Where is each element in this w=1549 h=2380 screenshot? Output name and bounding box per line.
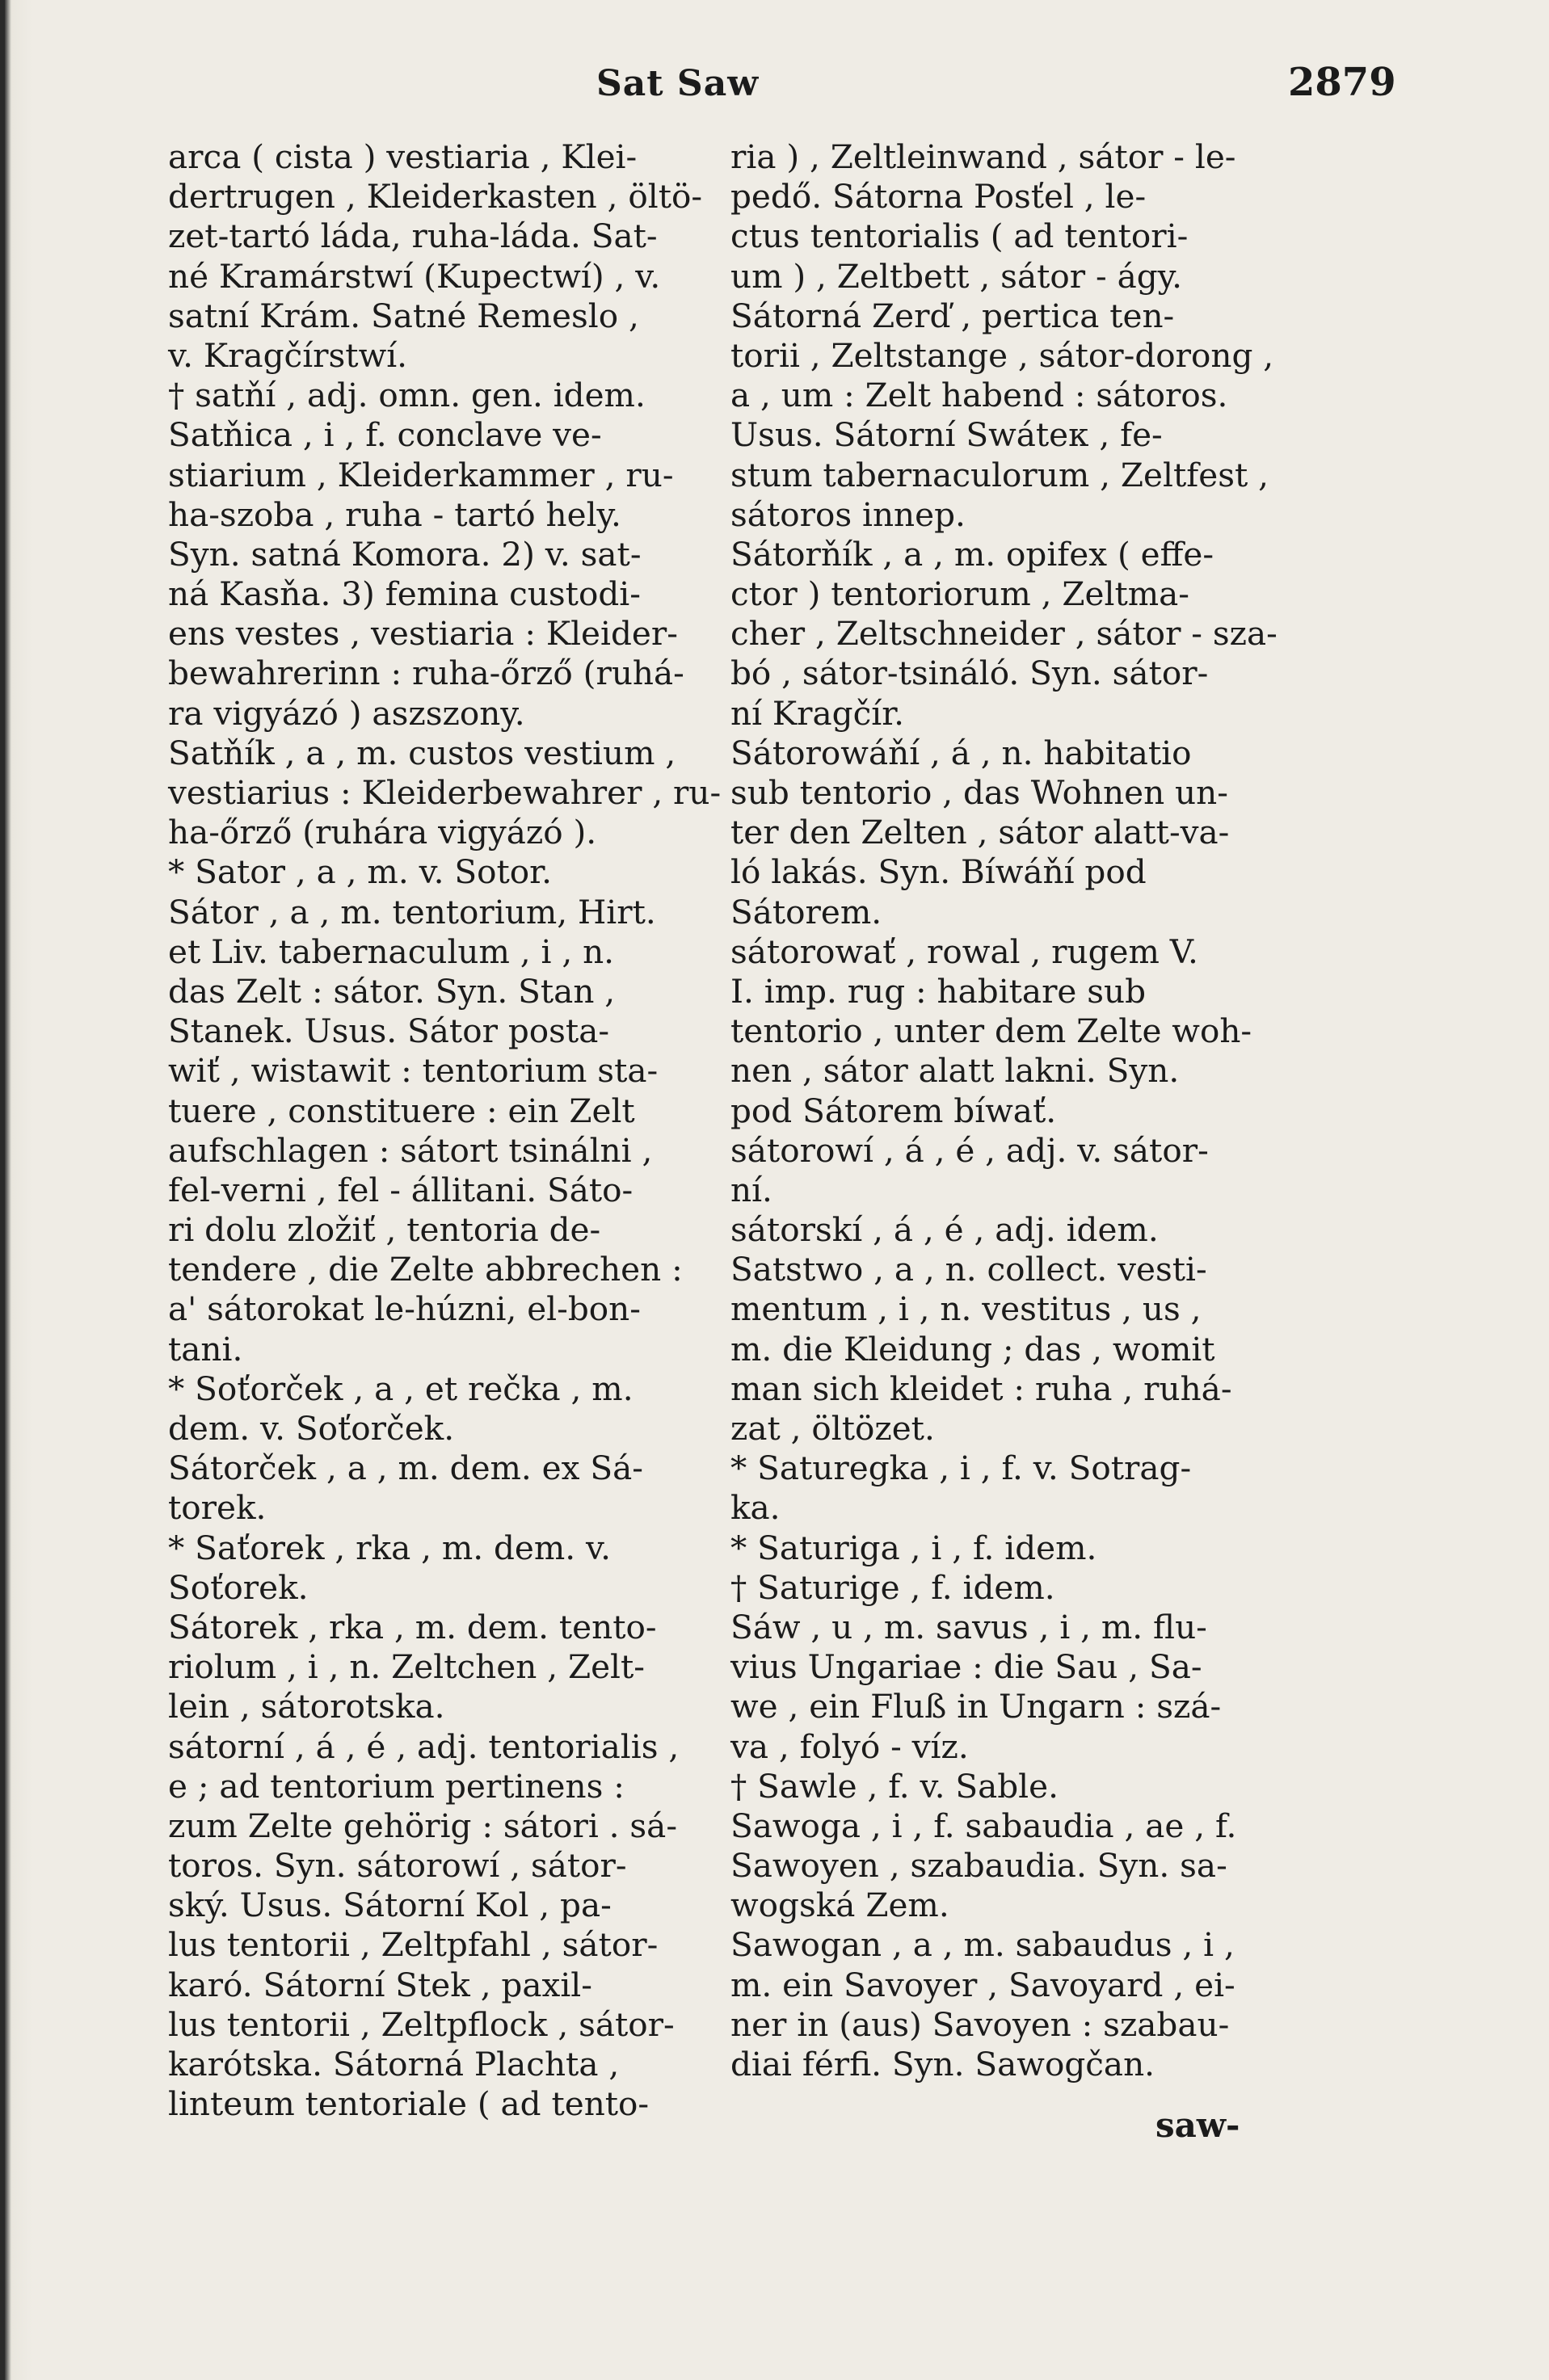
- entry-line: tentorio , unter dem Zelte woh-: [730, 1011, 1252, 1051]
- entry-line: karótska. Sátorná Plachta ,: [168, 2045, 620, 2084]
- entry-line: torek.: [168, 1488, 267, 1528]
- entry-line: pod Sátorem bíwať.: [730, 1091, 1057, 1130]
- entry-line: et Liv. tabernaculum , i , n.: [168, 931, 615, 971]
- entry-line: dertrugen , Kleiderkasten , öltö-: [168, 177, 703, 217]
- entry-line: † Sawle , f. v. Sable.: [730, 1766, 1059, 1806]
- entry-line: das Zelt : sátor. Syn. Stan ,: [168, 971, 616, 1011]
- entry-line: torii , Zeltstange , sátor-dorong ,: [730, 335, 1274, 375]
- entry-line: ná Kasňa. 3) femina custodi-: [168, 574, 641, 614]
- entry-line: ria ) , Zeltleinwand , sátor - le-: [730, 137, 1236, 176]
- left-column: [168, 137, 722, 2124]
- entry-line: * Saťorek , rka , m. dem. v.: [168, 1528, 611, 1567]
- entry-line: dem. v. Soťorček.: [168, 1409, 455, 1448]
- entry-line: wogská Zem.: [730, 1886, 949, 1925]
- entry-line: I. imp. rug : habitare sub: [730, 971, 1147, 1011]
- entry-line: Stanek. Usus. Sátor posta-: [168, 1011, 610, 1051]
- binding-edge: [0, 0, 5, 2380]
- entry-line: ner in (aus) Savoyen : szabau-: [730, 2004, 1230, 2044]
- entry-line: ka.: [730, 1488, 781, 1528]
- entry-line: diai férfi. Syn. Sawogčan.: [730, 2045, 1155, 2084]
- entry-line: né Kramárstwí (Kupectwí) , v.: [168, 256, 661, 296]
- entry-line: Syn. satná Komora. 2) v. sat-: [168, 534, 642, 574]
- entry-line: bewahrerinn : ruha-őrző (ruhá-: [168, 654, 684, 693]
- entry-line: Sawogan , a , m. sabaudus , i ,: [730, 1925, 1235, 1965]
- entry-line: ter den Zelten , sátor alatt-va-: [730, 813, 1230, 852]
- entry-line: e ; ad tentorium pertinens :: [168, 1766, 625, 1806]
- entry-line: † Saturige , f. idem.: [730, 1567, 1055, 1607]
- entry-line: cher , Zeltschneider , sátor - sza-: [730, 614, 1278, 654]
- entry-line: lus tentorii , Zeltpflock , sátor-: [168, 2004, 675, 2044]
- entry-line: we , ein Fluß in Ungarn : szá-: [730, 1687, 1222, 1726]
- entry-line: linteum tentoriale ( ad tento-: [168, 2084, 650, 2124]
- entry-line: sátorowať , rowal , rugem V.: [730, 931, 1198, 971]
- entry-line: Sátorná Zerď , pertica ten-: [730, 296, 1175, 335]
- entry-line: um ) , Zeltbett , sátor - ágy.: [730, 256, 1183, 296]
- entry-line: sátorní , á , é , adj. tentorialis ,: [168, 1726, 680, 1766]
- entry-line: ský. Usus. Sátorní Kol , pa-: [168, 1886, 612, 1925]
- entry-line: vestiarius : Kleiderbewahrer , ru-: [168, 773, 722, 812]
- entry-line: Usus. Sátorní Swáteк , fe-: [730, 415, 1163, 455]
- entry-line: Satňica , i , f. conclave ve-: [168, 415, 602, 455]
- entry-line: ha-szoba , ruha - tartó hely.: [168, 494, 621, 534]
- entry-line: v. Kragčírstwí.: [168, 335, 408, 375]
- entry-line: fel-verni , fel - állitani. Sáto-: [168, 1170, 633, 1209]
- entry-line: wiť , wistawit : tentorium sta-: [168, 1051, 659, 1091]
- entry-line: ló lakás. Syn. Bíwáňí pod: [730, 852, 1147, 892]
- entry-line: sub tentorio , das Wohnen un-: [730, 773, 1228, 812]
- entry-line: ctus tentorialis ( ad tentori-: [730, 217, 1189, 256]
- entry-line: * Sator , a , m. v. Sotor.: [168, 852, 552, 892]
- entry-line: tendere , die Zelte abbrechen :: [168, 1250, 683, 1289]
- entry-line: Sátorňík , a , m. opifex ( effe-: [730, 534, 1214, 574]
- entry-line: m. ein Savoyer , Savoyard , ei-: [730, 1965, 1235, 2004]
- entry-line: tani.: [168, 1329, 243, 1369]
- entry-line: a' sátorokat le-húzni, el-bon-: [168, 1289, 641, 1329]
- entry-line: va , folyó - víz.: [730, 1726, 969, 1766]
- entry-line: arca ( cista ) vestiaria , Klei-: [168, 137, 638, 176]
- entry-line: m. die Kleidung ; das , womit: [730, 1329, 1215, 1369]
- entry-line: nen , sátor alatt lakni. Syn.: [730, 1051, 1180, 1091]
- entry-line: Sawoga , i , f. sabaudia , ae , f.: [730, 1806, 1237, 1845]
- entry-line: tuere , constituere : ein Zelt: [168, 1091, 635, 1130]
- entry-line: sátorskí , á , é , adj. idem.: [730, 1210, 1159, 1250]
- entry-line: Sátorem.: [730, 892, 882, 931]
- running-title: Sat Saw: [596, 63, 760, 104]
- page-header: [0, 57, 1549, 121]
- entry-line: a , um : Zelt habend : sátoros.: [730, 376, 1228, 415]
- entry-line: Sawoyen , szabaudia. Syn. sa-: [730, 1846, 1227, 1886]
- entry-line: stiarium , Kleiderkammer , ru-: [168, 455, 674, 494]
- entry-line: ní Kragčír.: [730, 693, 905, 733]
- entry-line: zat , öltözet.: [730, 1409, 935, 1448]
- entry-line: vius Ungariae : die Sau , Sa-: [730, 1647, 1202, 1687]
- entry-line: sátorowí , á , é , adj. v. sátor-: [730, 1130, 1209, 1170]
- entry-line: ens vestes , vestiaria : Kleider-: [168, 614, 678, 654]
- entry-line: zet-tartó láda, ruha-láda. Sat-: [168, 217, 658, 256]
- entry-line: aufschlagen : sátort tsinálni ,: [168, 1130, 653, 1170]
- entry-line: Sátorowáňí , á , n. habitatio: [730, 733, 1192, 772]
- entry-line: ctor ) tentoriorum , Zeltma-: [730, 574, 1189, 614]
- entry-line: * Soťorček , a , et rečka , m.: [168, 1369, 633, 1408]
- entry-line: † satňí , adj. omn. gen. idem.: [168, 376, 646, 415]
- entry-line: lus tentorii , Zeltpfahl , sátor-: [168, 1925, 659, 1965]
- entry-line: Soťorek.: [168, 1567, 309, 1607]
- entry-line: * Saturiga , i , f. idem.: [730, 1528, 1097, 1567]
- entry-line: lein , sátorotska.: [168, 1687, 445, 1726]
- entry-line: ra vigyázó ) aszszony.: [168, 693, 525, 733]
- entry-line: Satňík , a , m. custos vestium ,: [168, 733, 676, 772]
- catchword: saw-: [1155, 2105, 1240, 2145]
- entry-line: ha-őrző (ruhára vigyázó ).: [168, 813, 597, 852]
- entry-line: Sátorček , a , m. dem. ex Sá-: [168, 1449, 643, 1488]
- entry-line: pedő. Sátorna Posťel , le-: [730, 177, 1147, 217]
- entry-line: bó , sátor-tsináló. Syn. sátor-: [730, 654, 1209, 693]
- entry-line: Satstwo , a , n. collect. vesti-: [730, 1250, 1207, 1289]
- entry-line: mentum , i , n. vestitus , us ,: [730, 1289, 1202, 1329]
- entry-line: karó. Sátorní Stek , paxil-: [168, 1965, 592, 2004]
- entry-line: man sich kleidet : ruha , ruhá-: [730, 1369, 1232, 1408]
- entry-line: sátoros innep.: [730, 494, 966, 534]
- entry-line: * Saturegka , i , f. v. Sotrag-: [730, 1449, 1192, 1488]
- entry-line: Sáw , u , m. savus , i , m. flu-: [730, 1607, 1207, 1646]
- page-number: 2879: [1288, 60, 1396, 105]
- entry-line: ri dolu zložiť , tentoria de-: [168, 1210, 601, 1250]
- entry-line: zum Zelte gehörig : sátori . sá-: [168, 1806, 678, 1845]
- entry-line: Sátor , a , m. tentorium, Hirt.: [168, 892, 656, 931]
- entry-line: Sátorek , rka , m. dem. tento-: [168, 1607, 657, 1646]
- entry-line: riolum , i , n. Zeltchen , Zelt-: [168, 1647, 645, 1687]
- entry-line: satní Krám. Satné Remeslo ,: [168, 296, 639, 335]
- entry-line: ní.: [730, 1170, 772, 1209]
- entry-line: toros. Syn. sátorowí , sátor-: [168, 1846, 627, 1886]
- entry-line: stum tabernaculorum , Zeltfest ,: [730, 455, 1269, 494]
- right-column: [730, 137, 1312, 2084]
